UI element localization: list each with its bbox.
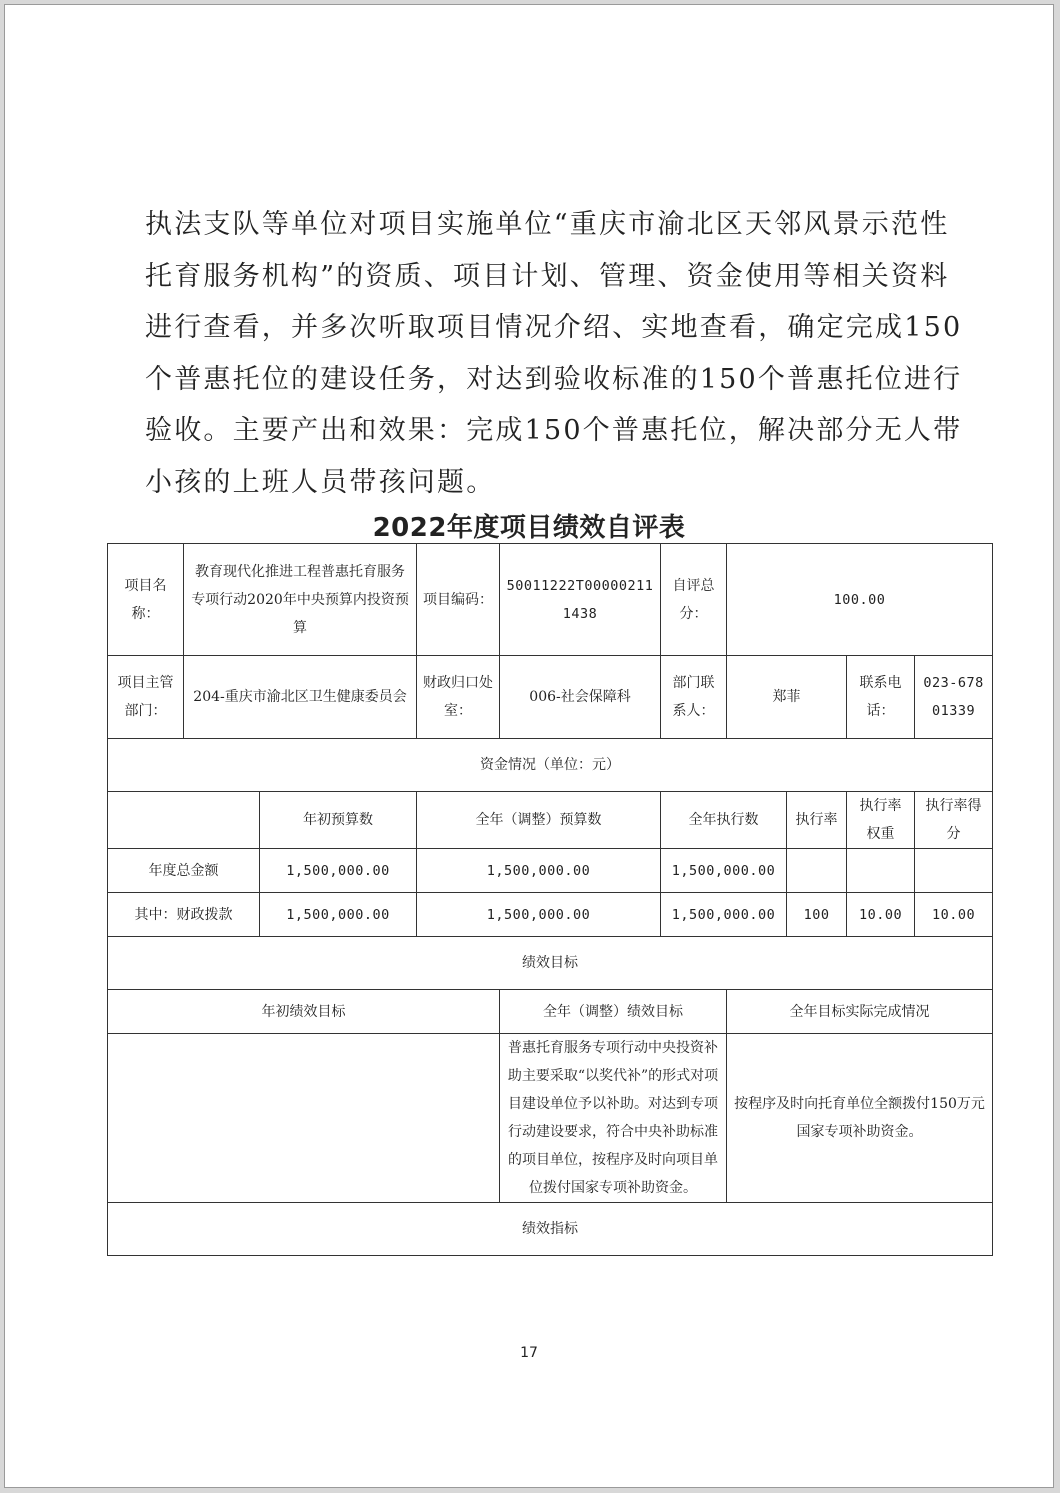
actual-completion: 按程序及时向托育单位全额拨付150万元国家专项补助资金。: [727, 1034, 993, 1203]
funds-header: 全年（调整）预算数: [417, 792, 661, 849]
project-code-label: 项目编码：: [417, 544, 500, 656]
funds-cell: 1,500,000.00: [260, 849, 417, 893]
funds-cell: [915, 849, 993, 893]
project-code: 50011222T000002111438: [500, 544, 661, 656]
indicators-section-row: [108, 1203, 993, 1256]
finance-label: 财政归口处室：: [417, 656, 500, 739]
phone: 023-67801339: [915, 656, 993, 739]
funds-cell: 1,500,000.00: [417, 893, 661, 937]
funds-cell: [847, 849, 915, 893]
funds-header-row: [108, 792, 993, 849]
funds-section-row: [108, 739, 993, 792]
goals-content-row: [108, 1034, 993, 1203]
funds-cell: [787, 849, 847, 893]
initial-goal: [108, 1034, 500, 1203]
funds-cell: 年度总金额: [108, 849, 260, 893]
paragraph-line: 托育服务机构”的资质、项目计划、管理、资金使用等相关资料: [145, 260, 950, 292]
project-name-label: 项目名称：: [108, 544, 184, 656]
paragraph-line: 个普惠托位的建设任务，对达到验收标准的150个普惠托位进行: [145, 363, 963, 395]
dept: 204-重庆市渝北区卫生健康委员会: [184, 656, 417, 739]
paragraph-line: 验收。主要产出和效果：完成150个普惠托位，解决部分无人带: [145, 415, 963, 446]
goals-header-row: [108, 990, 993, 1034]
self-score: 100.00: [727, 544, 993, 656]
funds-cell: 1,500,000.00: [661, 849, 787, 893]
goals-section-heading: 绩效目标: [108, 937, 993, 990]
goals-header: 全年（调整）绩效目标: [500, 990, 727, 1034]
dept-label: 项目主管部门：: [108, 656, 184, 739]
body-paragraph: [145, 199, 963, 508]
document-page: [4, 4, 1054, 1488]
adjusted-goal: 普惠托育服务专项行动中央投资补助主要采取“以奖代补”的形式对项目建设单位予以补助。对达到专项行动建设要求，符合中央补助标准的项目单位，按程序及时向项目单位拨付国家专项补助资金。: [500, 1034, 727, 1203]
funds-row-total: [108, 849, 993, 893]
self-score-label: 自评总分：: [661, 544, 727, 656]
paragraph-line: 执法支队等单位对项目实施单位“重庆市渝北区天邻风景示范性: [145, 209, 950, 240]
phone-label: 联系电话：: [847, 656, 915, 739]
funds-cell: 10.00: [915, 893, 993, 937]
funds-section-heading: 资金情况（单位：元）: [108, 739, 993, 792]
project-name: 教育现代化推进工程普惠托育服务专项行动2020年中央预算内投资预算: [184, 544, 417, 656]
goals-section-row: [108, 937, 993, 990]
goals-header: 全年目标实际完成情况: [727, 990, 993, 1034]
performance-self-evaluation-table: [107, 543, 993, 1256]
funds-header: 全年执行数: [661, 792, 787, 849]
goals-header: 年初绩效目标: [108, 990, 500, 1034]
paragraph-line: 小孩的上班人员带孩问题。: [145, 466, 496, 498]
table-title: 2022年度项目绩效自评表: [372, 513, 686, 543]
funds-cell: 10.00: [847, 893, 915, 937]
paragraph-line: 进行查看，并多次听取项目情况介绍、实地查看，确定完成150: [145, 312, 963, 343]
funds-header-blank: [108, 792, 260, 849]
contact-person: 郑菲: [727, 656, 847, 739]
funds-header: 执行率: [787, 792, 847, 849]
funds-cell: 1,500,000.00: [661, 893, 787, 937]
funds-cell: 100: [787, 893, 847, 937]
funds-cell: 1,500,000.00: [417, 849, 661, 893]
contact-label: 部门联系人：: [661, 656, 727, 739]
page-number: 17: [520, 1345, 538, 1361]
funds-row-fiscal: [108, 893, 993, 937]
funds-header: 年初预算数: [260, 792, 417, 849]
department-row: [108, 656, 993, 739]
funds-header: 执行率权重: [847, 792, 915, 849]
finance-office: 006-社会保障科: [500, 656, 661, 739]
funds-cell: 其中：财政拨款: [108, 893, 260, 937]
funds-header: 执行率得分: [915, 792, 993, 849]
funds-cell: 1,500,000.00: [260, 893, 417, 937]
project-info-row: [108, 544, 993, 656]
indicators-section-heading: 绩效指标: [108, 1203, 993, 1256]
